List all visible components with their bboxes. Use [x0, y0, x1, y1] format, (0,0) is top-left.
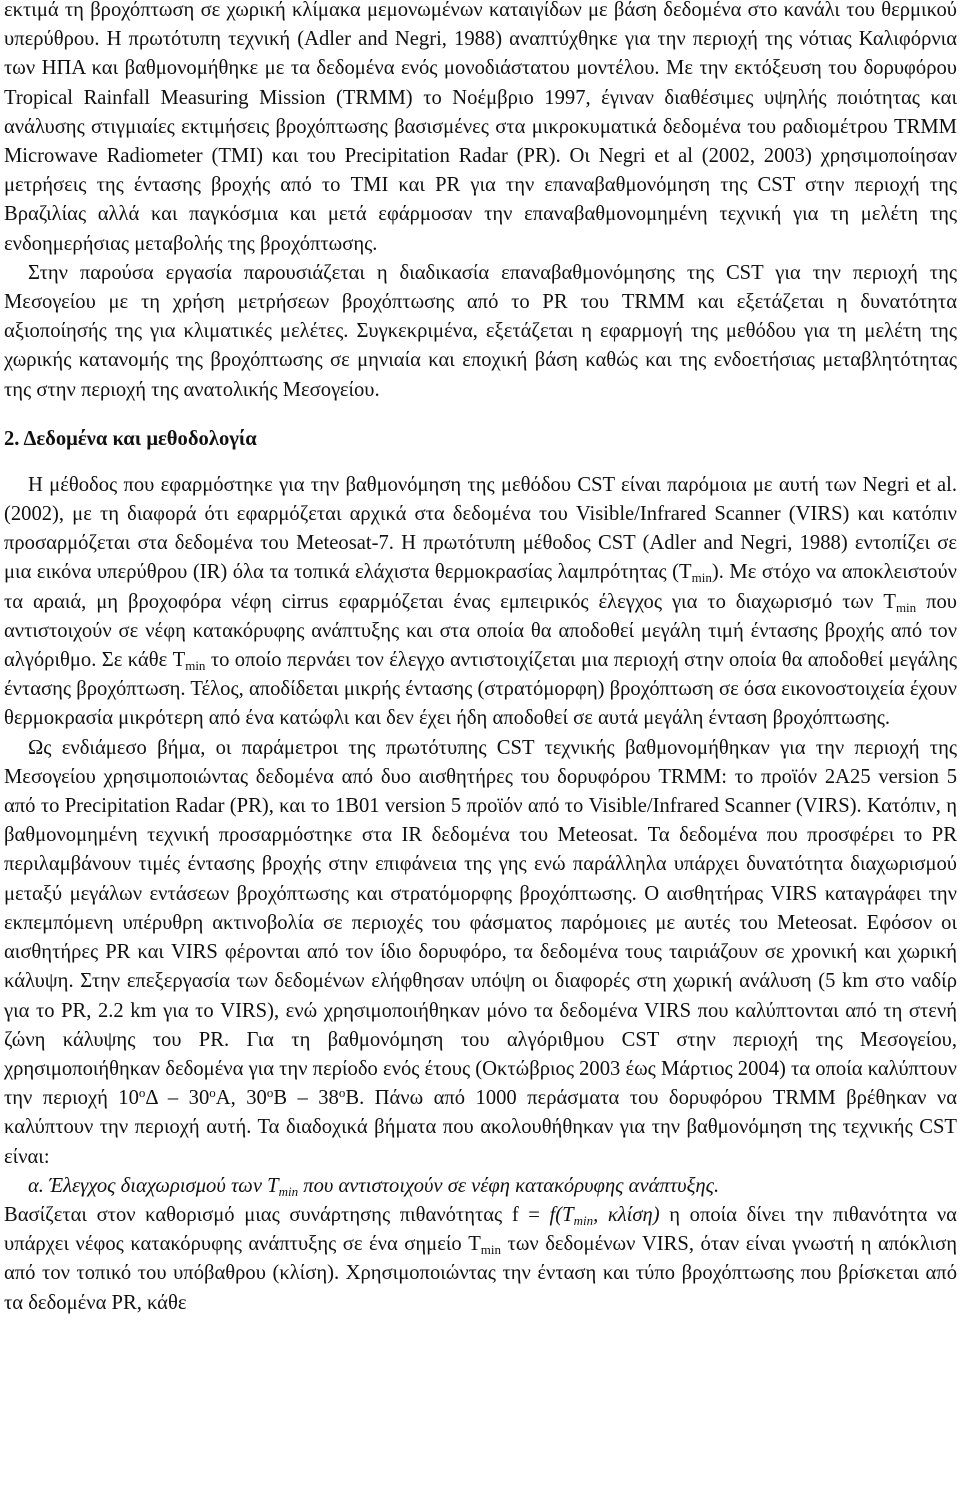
paragraph-step-a: Βασίζεται στον καθορισμό μιας συνάρτησης πιθανότητας $f = f(T_{min}$, κλίση) η οποία δίνει την πιθανότητα να υπάρχει νέφος κατακόρυφης ανάπτυξης σε ένα σημείο $T_{min}$ των δεδομένων VIRS, όταν είναι γνωστή η απόκλιση από τον τοπικό του υπόβαθρου (κλίση). Χρησιμοποιώντας την ένταση και τύπο βροχόπτωσης που βρίσκεται από τα δεδομένα PR, κάθε: [4, 1203, 957, 1314]
paragraph-calibration: Ως ενδιάμεσο βήμα, οι παράμετροι της πρωτότυπης CST τεχνικής βαθμονομήθηκαν για την περιοχή της Μεσογείου χρησιμοποιώντας δεδομένα από δυο αισθητήρες του δορυφόρου TRMM: το προϊόν 2A25 version 5 από το Precipitation Radar (PR), και το 1B01 version 5 προϊόν από το Visible/Infrared Scanner (VIRS). Κατόπιν, η βαθμονομημένη τεχνική προσαρμόστηκε στα IR δεδομένα του Meteosat. Τα δεδομένα που προσφέρει το PR περιλαμβάνουν τιμές έντασης βροχής στην επιφάνεια της γης ενώ παράλληλα υπάρχει δυνατότητα διαχωρισμού μεταξύ μεγάλων εντάσεων βροχόπτωσης και στρατόμορφης βροχόπτωσης. Ο αισθητήρας VIRS καταγράφει την εκπεμπόμενη υπέρυθρη ακτινοβολία σε περιοχές του φάσματος παρόμοιες με αυτές του Meteosat. Εφόσον οι αισθητήρες PR και VIRS φέρονται από τον ίδιο δορυφόρο, τα δεδομένα τους ταιριάζουν σε χρονική και χωρική κάλυψη. Στην επεξεργασία των δεδομένων ελήφθησαν υπόψη οι διαφορές στη χωρική ανάλυση (5 km στο ναδίρ για το PR, 2.2 km για το VIRS), ενώ χρησιμοποιήθηκαν μόνο τα δεδομένα VIRS που καλύπτονται από τη στενή ζώνη κάλυψης του PR. Για τη βαθμονόμηση του αλγόριθμου CST στην περιοχή της Μεσογείου, χρησιμοποιήθηκαν δεδομένα για την περίοδο ενός έτους (Οκτώβριος 2003 έως Μάρτιος 2004) τα οποία καλύπτουν την περιοχή 10$^o$Δ – 30$^o$Α, 30$^o$Β – 38$^o$Β. Πάνω από 1000 περάσματα του δορυφόρου TRMM βρέθηκαν να καλύπτουν την περιοχή αυτή. Τα διαδοχικά βήματα που ακολουθήθηκαν για την βαθμονόμηση της τεχνικής CST είναι:: [4, 736, 957, 1168]
paragraph-current-work: Στην παρούσα εργασία παρουσιάζεται η διαδικασία επαναβαθμονόμησης της CST για την περιοχή της Μεσογείου με τη χρήση μετρήσεων βροχόπτωσης από το PR του TRMM και εξετάζεται η δυνατότητα αξιοποίησής της για κλιματικές μελέτες. Συγκεκριμένα, εξετάζεται η εφαρμογή της μεθόδου για τη μελέτη της χωρικής κατανομής της βροχόπτωσης σε μηνιαία και εποχική βάση καθώς και της ενδοετήσιας μεταβλητότητας της στην περιοχή της ανατολικής Μεσογείου.: [4, 261, 957, 401]
document-page: [4, 0, 957, 1318]
paragraph-method: Η μέθοδος που εφαρμόστηκε για την βαθμονόμηση της μεθόδου CST είναι παρόμοια με αυτή των Negri et al. (2002), με τη διαφορά ότι εφαρμόζεται αρχικά στα δεδομένα του Visible/Infrared Scanner (VIRS) και κατόπιν προσαρμόζεται στα δεδομένα του Meteosat-7. Η πρωτότυπη μέθοδος CST (Adler and Negri, 1988) εντοπίζει σε μια εικόνα υπερύθρου (IR) όλα τα τοπικά ελάχιστα θερμοκρασίας λαμπρότητας $(T_{min})$. Με στόχο να αποκλειστούν τα αραιά, μη βροχοφόρα νέφη cirrus εφαρμόζεται ένας εμπειρικός έλεγχος για το διαχωρισμό των $T_{min}$ που αντιστοιχούν σε νέφη κατακόρυφης ανάπτυξης και στα οποία θα αποδοθεί μεγάλη τιμή έντασης βροχής από τον αλγόριθμο. Σε κάθε $T_{min}$ το οποίο περνάει τον έλεγχο αντιστοιχίζεται μια περιοχή στην οποία θα αποδοθεί μεγάλης έντασης βροχόπτωση. Τέλος, αποδίδεται μικρής έντασης (στρατόμορφη) βροχόπτωση σε όσα εικονοστοιχεία έχουν θερμοκρασία μικρότερη από ένα κατώφλι και δεν έχει ήδη αποδοθεί σε αυτά μεγάλη ένταση βροχόπτωσης.: [4, 473, 957, 730]
paragraph-intro-continued: εκτιμά τη βροχόπτωση σε χωρική κλίμακα μεμονωμένων καταιγίδων με βάση δεδομένα στο κανάλι του θερμικού υπερύθρου. Η πρωτότυπη τεχνική (Adler and Negri, 1988) αναπτύχθηκε για την περιοχή της νότιας Καλιφόρνια των ΗΠΑ και βαθμονομήθηκε με τα δεδομένα ενός μονοδιάστατου μοντέλου. Με την εκτόξευση του δορυφόρου Tropical Rainfall Measuring Mission (TRMM) το Νοέμβριο 1997, έγιναν διαθέσιμες υψηλής ποιότητας και ανάλυσης στιγμιαίες εκτιμήσεις βροχόπτωσης βασισμένες στα μικροκυματικά δεδομένα του ραδιομέτρου TRMM Microwave Radiometer (TMI) και του Precipitation Radar (PR). Οι Negri et al (2002, 2003) χρησιμοποίησαν μετρήσεις της έντασης βροχής από το TMI και PR για την επαναβαθμονόμηση της CST στην περιοχή της Βραζιλίας αλλά και παγκόσμια και μετά εφάρμοσαν την επαναβαθμονομημένη τεχνική για τη μελέτη της ενδοημερήσιας μεταβολής της βροχόπτωσης.: [4, 0, 957, 255]
section-heading: 2. Δεδομένα και μεθοδολογία: [4, 427, 257, 450]
step-a-heading: α. Έλεγχος διαχωρισμού των $T_{min}$ που αντιστοιχούν σε νέφη κατακόρυφης ανάπτυξης.: [28, 1174, 720, 1199]
